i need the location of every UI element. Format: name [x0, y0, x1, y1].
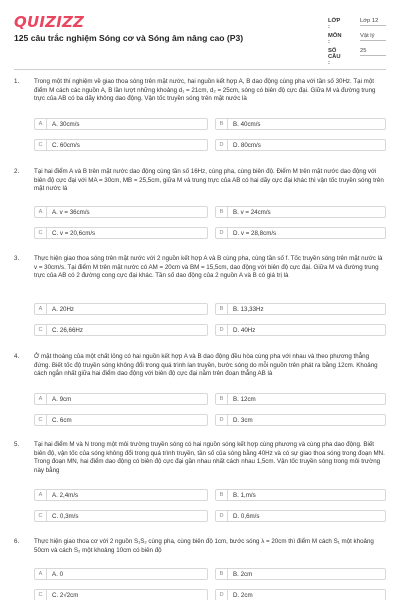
question-text: Thực hiện giao thoa sóng trên mặt nước với 2 nguồn kết hợp A và B cùng pha, cùng tần số f. Tốc truyền sóng trên mặt nước là v = 30cm/s. Tại điểm M trên mặt nước có AM = 20cm và BM = 15,5cm, dao động với biên độ cực đại. Giữa M và đường trung trực của AB có 2 đường cong cực đại khác. Tần số dao động của 2 nguồn A và B có giá trị là [34, 255, 383, 280]
meta-class-value: Lớp 12 [360, 18, 386, 26]
option-text: A. 2,4m/s [52, 492, 79, 499]
option-letter: A [35, 490, 47, 501]
option-d[interactable] [215, 139, 386, 151]
meta-count-label: SỐ CÂU : [328, 48, 341, 66]
option-letter: C [35, 228, 47, 239]
option-letter: D [216, 140, 228, 151]
option-text: A. 0 [52, 571, 64, 578]
question-text: Ở mặt thoáng của một chất lỏng có hai nguồn kết hợp A và B dao động đều hòa cùng pha với nhau và theo phương thẳng đứng. Biết tốc độ truyền sóng không đổi trong quá trình lan truyền, bước sóng do mỗi nguồn trên phát ra bằng 12cm. Khoảng cách ngắn nhất giữa hai điểm dao động với biên độ cực đại nằm trên đoạn thẳng AB là [34, 353, 378, 378]
question-text: Trong một thí nghiệm về giao thoa sóng trên mặt nước, hai nguồn kết hợp A, B dao động cùng pha với tần số 30Hz. Tại một điểm M cách các nguồn A, B lần lượt những khoảng d₁ = 21cm, d₂ = 25cm, sóng có biên độ cực đại. Giữa M và đường trung trực của AB có ba dãy không dao động. Vận tốc truyền sóng trên mặt nước là [34, 78, 376, 103]
option-letter: C [35, 590, 47, 600]
option-letter: B [216, 490, 228, 501]
meta-count-value: 25 [360, 48, 386, 56]
question-number: 2. [14, 168, 20, 175]
question-number: 1. [14, 78, 20, 85]
option-text: D. v = 28,8cm/s [233, 230, 277, 237]
option-c[interactable] [34, 139, 208, 151]
option-letter: B [216, 304, 228, 315]
option-letter: C [35, 415, 47, 426]
option-c[interactable] [34, 510, 208, 522]
question-text: Thực hiện giao thoa cơ với 2 nguồn S₁S₂ cùng pha, cùng biên độ 1cm, bước sóng λ = 20cm thì điểm M cách S₁ một khoảng 50cm và cách S₂ một khoảng 10cm có biên độ [34, 538, 374, 554]
option-letter: A [35, 304, 47, 315]
option-a[interactable] [34, 303, 208, 315]
meta-subject-label: MÔN : [328, 33, 342, 45]
option-text: B. 40cm/s [233, 121, 261, 128]
question-text: Tại hai điểm A và B trên mặt nước dao động cùng tần số 16Hz, cùng pha, cùng biên độ. Điểm M trên mặt nước dao động với biên độ cực đại với MA = 30cm, MB = 25,5cm, giữa M và trung trực của AB có hai dãy cực đại khác thì vận tốc truyền sóng trên mặt nước là [34, 168, 384, 193]
option-letter: D [216, 511, 228, 522]
option-text: A. 9cm [52, 396, 72, 403]
option-text: A. v = 36cm/s [52, 209, 90, 216]
option-text: B. 1,m/s [233, 492, 256, 499]
option-b[interactable] [215, 568, 386, 580]
option-text: D. 40Hz [233, 327, 256, 334]
option-b[interactable] [215, 393, 386, 405]
option-text: B. v = 24cm/s [233, 209, 271, 216]
option-text: B. 13,33Hz [233, 306, 264, 313]
option-b[interactable] [215, 118, 386, 130]
worksheet-header [0, 0, 400, 70]
option-d[interactable] [215, 414, 386, 426]
option-text: A. 20Hz [52, 306, 75, 313]
meta-subject-value: Vật lý [360, 33, 386, 41]
quizizz-logo: QUIZIZZ [14, 13, 85, 31]
option-text: D. 0,6m/s [233, 513, 260, 520]
question-number: 6. [14, 538, 20, 545]
option-a[interactable] [34, 118, 208, 130]
option-a[interactable] [34, 568, 208, 580]
meta-class-label: LỚP : [328, 18, 341, 30]
option-text: C. 0,3m/s [52, 513, 79, 520]
option-text: C. 6cm [52, 417, 72, 424]
option-b[interactable] [215, 303, 386, 315]
question-number: 5. [14, 441, 20, 448]
option-text: D. 3cm [233, 417, 253, 424]
question-text: Tại hai điểm M và N trong một môi trường truyền sóng có hai nguồn sóng kết hợp cùng phương và cùng pha dao động. Biết biên độ, vận tốc của sóng không đổi trong quá trình truyền, tần số của sóng bằng 40Hz và có sự giao thoa sóng trong đoạn MN. Trong đoạn MN, hai điểm dao động có biên độ cực đại gần nhau nhất cách nhau 1,5cm. Vận tốc truyền sóng trong môi trường này bằng [34, 441, 385, 474]
option-letter: B [216, 207, 228, 218]
option-d[interactable] [215, 227, 386, 239]
option-b[interactable] [215, 206, 386, 218]
option-text: B. 2cm [233, 571, 253, 578]
option-letter: B [216, 394, 228, 405]
option-letter: D [216, 228, 228, 239]
option-text: C. v = 20,6cm/s [52, 230, 96, 237]
option-letter: B [216, 119, 228, 130]
option-text: C. 26,66Hz [52, 327, 83, 334]
option-letter: B [216, 569, 228, 580]
option-c[interactable] [34, 414, 208, 426]
option-b[interactable] [215, 489, 386, 501]
option-a[interactable] [34, 393, 208, 405]
question-number: 4. [14, 353, 20, 360]
option-letter: C [35, 325, 47, 336]
option-d[interactable] [215, 589, 386, 600]
option-letter: C [35, 511, 47, 522]
option-d[interactable] [215, 510, 386, 522]
option-text: C. 2√2cm [52, 592, 79, 599]
option-text: D. 2cm [233, 592, 253, 599]
option-letter: D [216, 590, 228, 600]
option-letter: D [216, 325, 228, 336]
option-letter: D [216, 415, 228, 426]
page-title: 125 câu trắc nghiệm Sóng cơ và Sóng âm nâng cao (P3) [14, 33, 244, 43]
option-letter: C [35, 140, 47, 151]
option-c[interactable] [34, 227, 208, 239]
header-divider [14, 69, 386, 70]
question-number: 3. [14, 255, 20, 262]
option-letter: A [35, 207, 47, 218]
option-c[interactable] [34, 589, 208, 600]
option-text: A. 30cm/s [52, 121, 80, 128]
option-d[interactable] [215, 324, 386, 336]
option-text: D. 80cm/s [233, 142, 261, 149]
option-a[interactable] [34, 206, 208, 218]
option-letter: A [35, 119, 47, 130]
option-a[interactable] [34, 489, 208, 501]
option-letter: A [35, 394, 47, 405]
option-text: C. 60cm/s [52, 142, 80, 149]
option-letter: A [35, 569, 47, 580]
option-text: B. 12cm [233, 396, 256, 403]
option-c[interactable] [34, 324, 208, 336]
